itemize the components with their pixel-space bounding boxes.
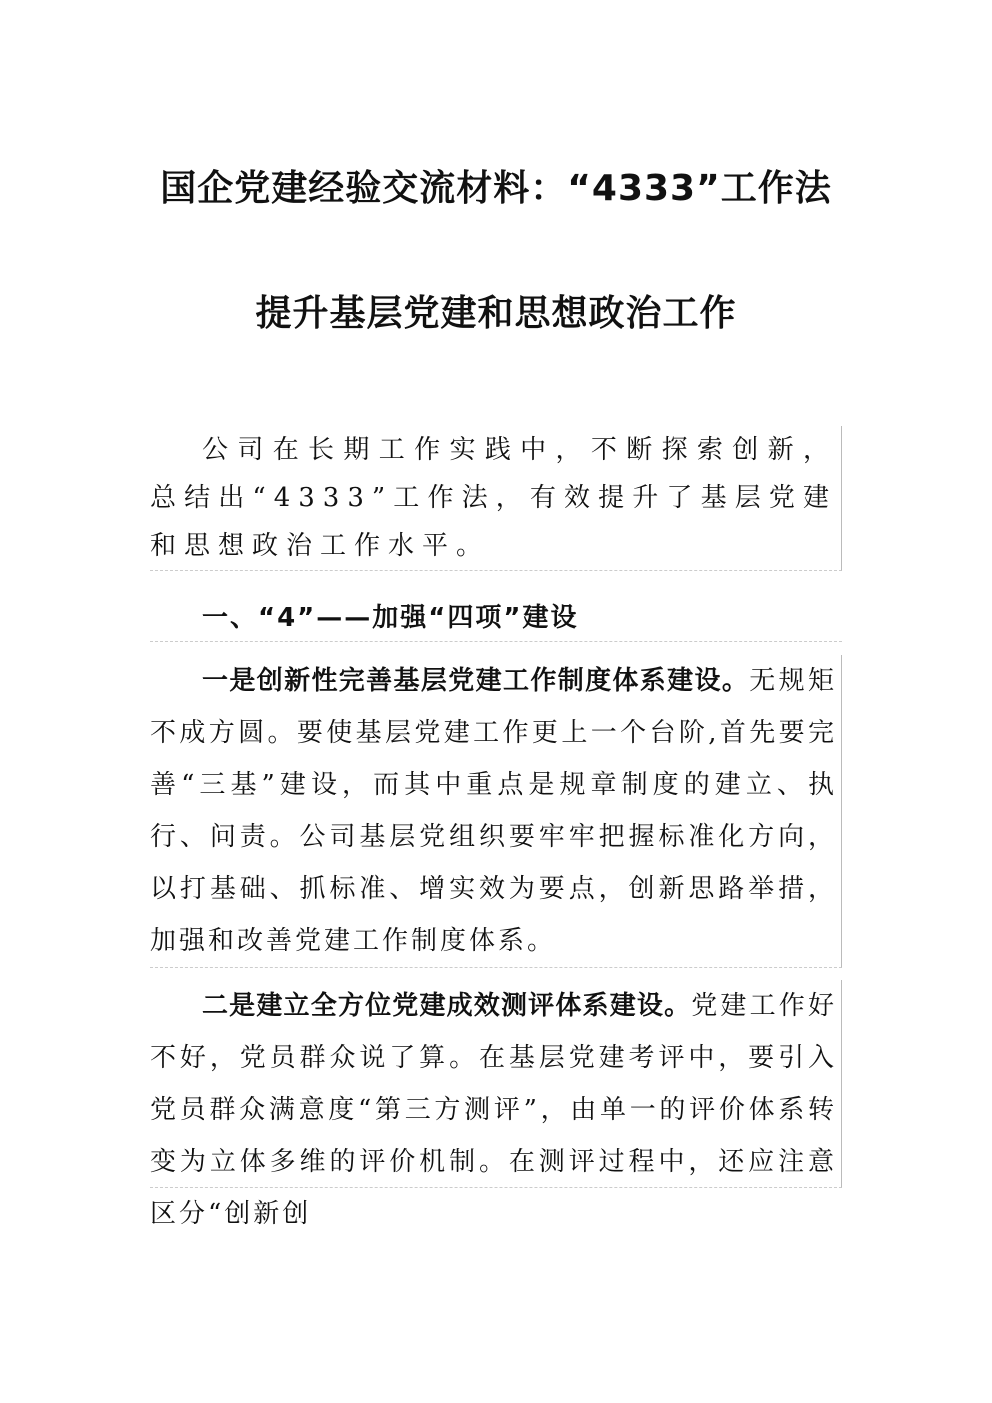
intro-paragraph: 公司在长期工作实践中，不断探索创新，总结出“4333”工作法，有效提升了基层党建和思想政治工作水平。 — [150, 426, 842, 571]
paragraph-1 — [150, 655, 842, 968]
document-title-line-2: 提升基层党建和思想政治工作 — [255, 293, 737, 334]
paragraph-2 — [150, 980, 842, 1229]
paragraph-1-lead: 一是创新性完善基层党建工作制度体系建设。 — [202, 666, 750, 696]
paragraph-2-lead: 二是建立全方位党建成效测评体系建设。 — [202, 991, 692, 1021]
section-heading-1: 一、“4”——加强“四项”建设 — [150, 595, 842, 642]
paragraph-2-body: 党建工作好不好，党员群众说了算。在基层党建考评中，要引入党员群众满意度“第三方测评”，由单一的评价体系转变为立体多维的评价机制。在测评过程中，还应注意区分“创新创 — [150, 991, 837, 1229]
paragraph-1-body: 无规矩不成方圆。要使基层党建工作更上一个台阶,首先要完善“三基”建设，而其中重点是规章制度的建立、执行、问责。公司基层党组织要牢牢把握标准化方向，以打基础、抓标准、增实效为要点，创新思路举措，加强和改善党建工作制度体系。 — [150, 666, 837, 956]
document-title-line-1: 国企党建经验交流材料：“4333”工作法 — [160, 168, 832, 209]
